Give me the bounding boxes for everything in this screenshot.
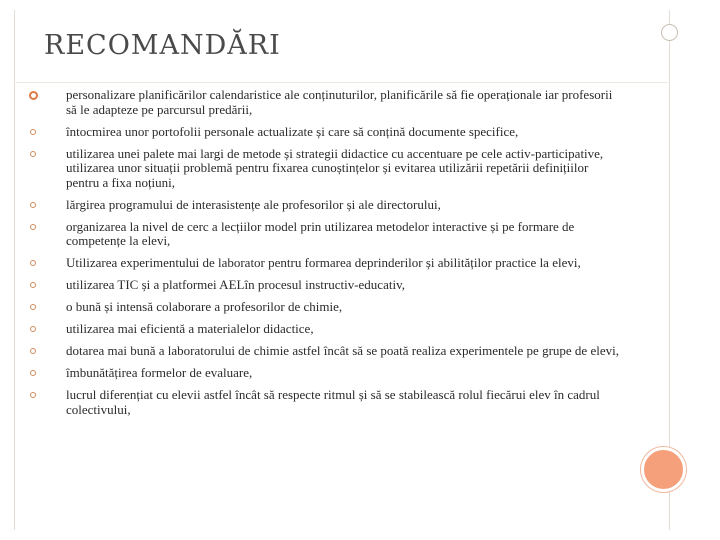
bullet-icon [30,260,36,266]
bullet-icon [30,392,36,398]
list-item-text: întocmirea unor portofolii personale actualizate și care să conțină documente specifice, [66,123,519,139]
bullet-icon [30,282,36,288]
list-item-text: organizarea la nivel de cerc a lecțiilor model prin utilizarea metodelor interactive și pe formare de competențe la elevi, [66,218,575,248]
bullet-icon [29,91,38,100]
list-item-text: utilizarea mai eficientă a materialelor didactice, [66,321,314,336]
list-item [22,366,622,381]
list-item [22,198,622,213]
list-item-text: Utilizarea experimentului de laborator pentru formarea deprinderilor și abilităților practice la elevi, [66,255,581,270]
bullet-icon [30,326,36,332]
bullet-icon [30,304,36,310]
bullet-icon [30,348,36,354]
list-item [22,125,622,140]
bullet-icon [30,370,36,376]
list-item [22,344,622,359]
list-item-text: personalizare planificărilor calendaristice ale conținuturilor, planificările să fie operaționale iar profesorii să le adapteze pe parcursul predării, [66,87,613,117]
bullet-icon [30,202,36,208]
list-item-text: utilizarea TIC și a platformei AELîn procesul instructiv-educativ, [66,277,405,292]
list-item [22,300,622,315]
title-divider [14,82,670,83]
bullet-icon [30,129,36,135]
list-item-text: lucrul diferențiat cu elevii astfel încât să respecte ritmul și să se stabilească rolul fiecărui elev în cadrul colectivului, [66,387,600,417]
list-item [22,388,622,417]
list-item-text: lărgirea programului de interasistențe ale profesorilor și ale directorului, [66,196,441,212]
list-item [22,220,622,249]
list-item-text: dotarea mai bună a laboratorului de chimie astfel încât să se poată realiza experimentele pe grupe de elevi, [66,343,619,358]
page-title: RECOMANDĂRI [44,30,281,61]
list-item [22,278,622,293]
list-item [22,256,622,271]
list-item-text: îmbunătățirea formelor de evaluare, [66,365,253,380]
bullet-icon [30,224,36,230]
list-item-text: o bună și intensă colaborare a profesorilor de chimie, [66,299,343,314]
decorative-circle-bottom [641,447,686,492]
recommendation-list [22,88,622,425]
list-item [22,147,622,191]
list-item [22,88,622,117]
bullet-icon [30,151,36,157]
list-item [22,322,622,337]
decorative-circle-top [661,24,678,41]
list-item-text: utilizarea unei palete mai largi de metode și strategii didactice cu accentuare pe cele activ-participative, utilizarea unor situații problemă pentru fixarea cunoștințelor și evitarea utilizării repetării definițiilor pentru a fixa noțiuni, [66,145,604,190]
left-border-line [14,10,15,530]
